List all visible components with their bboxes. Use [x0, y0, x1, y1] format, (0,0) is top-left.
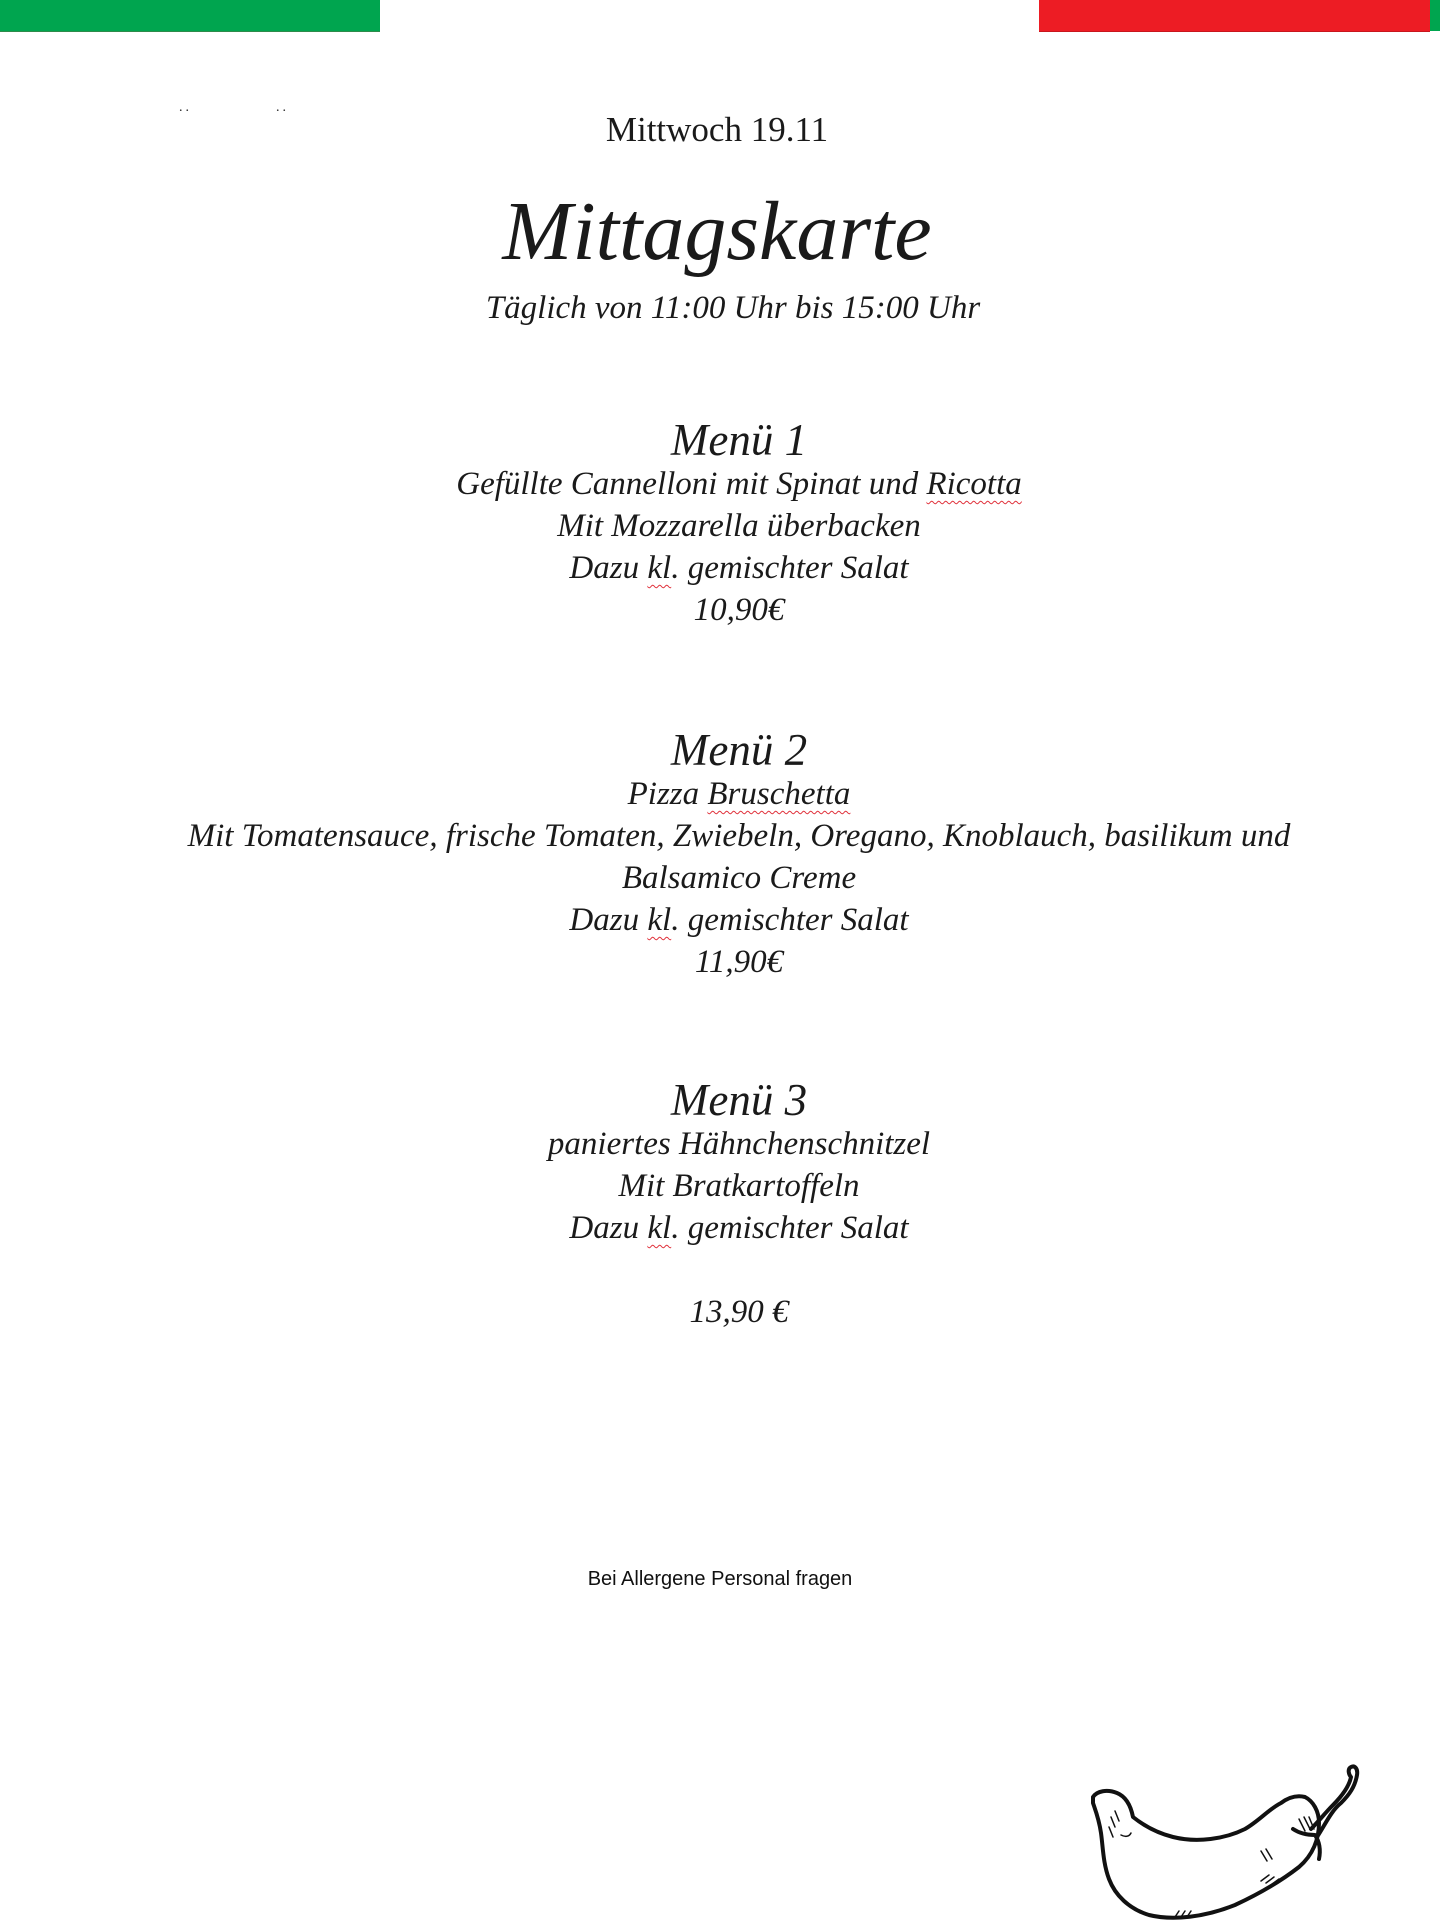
menu-price: 10,90€ — [693, 592, 785, 628]
menu-section-3 — [0, 1075, 1440, 1333]
flag-bar-green-sliver — [1430, 0, 1440, 31]
line-text: Mit Mozzarella überbacken — [557, 508, 921, 544]
line-text: paniertes Hähnchenschnitzel — [547, 1126, 931, 1162]
spellcheck-flagged-word: kl — [647, 550, 672, 586]
menu-line — [0, 1207, 1440, 1249]
menu-heading: Menü 1 — [670, 415, 808, 465]
menu-section-1 — [0, 415, 1440, 631]
chili-pepper-icon — [1085, 1755, 1385, 1925]
line-text: Dazu — [569, 550, 648, 586]
menu-line — [0, 1123, 1440, 1165]
menu-line — [0, 773, 1440, 815]
spellcheck-flagged-word: kl — [647, 1210, 672, 1246]
menu-price: 13,90 € — [689, 1294, 789, 1330]
menu-line — [0, 463, 1440, 505]
menu-heading: Menü 2 — [670, 725, 808, 775]
menu-line — [0, 1165, 1440, 1207]
line-text: Mit Tomatensauce, frische Tomaten, Zwiebeln, Oregano, Knoblauch, basilikum und — [187, 818, 1291, 854]
page-title: Mittagskarte — [502, 185, 932, 278]
line-text: . gemischter Salat — [671, 902, 909, 938]
allergen-note: Bei Allergene Personal fragen — [587, 1568, 853, 1590]
opening-hours: Täglich von 11:00 Uhr bis 15:00 Uhr — [485, 290, 981, 326]
menu-date: Mittwoch 19.11 — [605, 110, 829, 149]
menu-line — [0, 857, 1440, 899]
menu-section-2 — [0, 725, 1440, 983]
menu-heading: Menü 3 — [670, 1075, 808, 1125]
menu-line — [0, 547, 1440, 589]
decorative-dots-left: .. — [179, 100, 192, 115]
spellcheck-flagged-word: Bruschetta — [707, 776, 851, 812]
line-text: Gefüllte Cannelloni mit Spinat und — [456, 466, 927, 502]
flag-bar-red — [1039, 0, 1430, 32]
flag-bar-green — [0, 0, 380, 32]
line-text: Mit Bratkartoffeln — [618, 1168, 860, 1204]
line-text: . gemischter Salat — [671, 1210, 909, 1246]
menu-line — [0, 815, 1440, 857]
line-text: Dazu — [569, 1210, 648, 1246]
spellcheck-flagged-word: kl — [647, 902, 672, 938]
line-text: Dazu — [569, 902, 648, 938]
menu-line — [0, 899, 1440, 941]
line-text: Balsamico Creme — [621, 860, 857, 896]
line-text: Pizza — [627, 776, 708, 812]
decorative-dots-right: .. — [276, 100, 289, 115]
menu-line — [0, 505, 1440, 547]
line-text: . gemischter Salat — [671, 550, 909, 586]
menu-price: 11,90€ — [694, 944, 784, 980]
spellcheck-flagged-word: Ricotta — [926, 466, 1022, 502]
